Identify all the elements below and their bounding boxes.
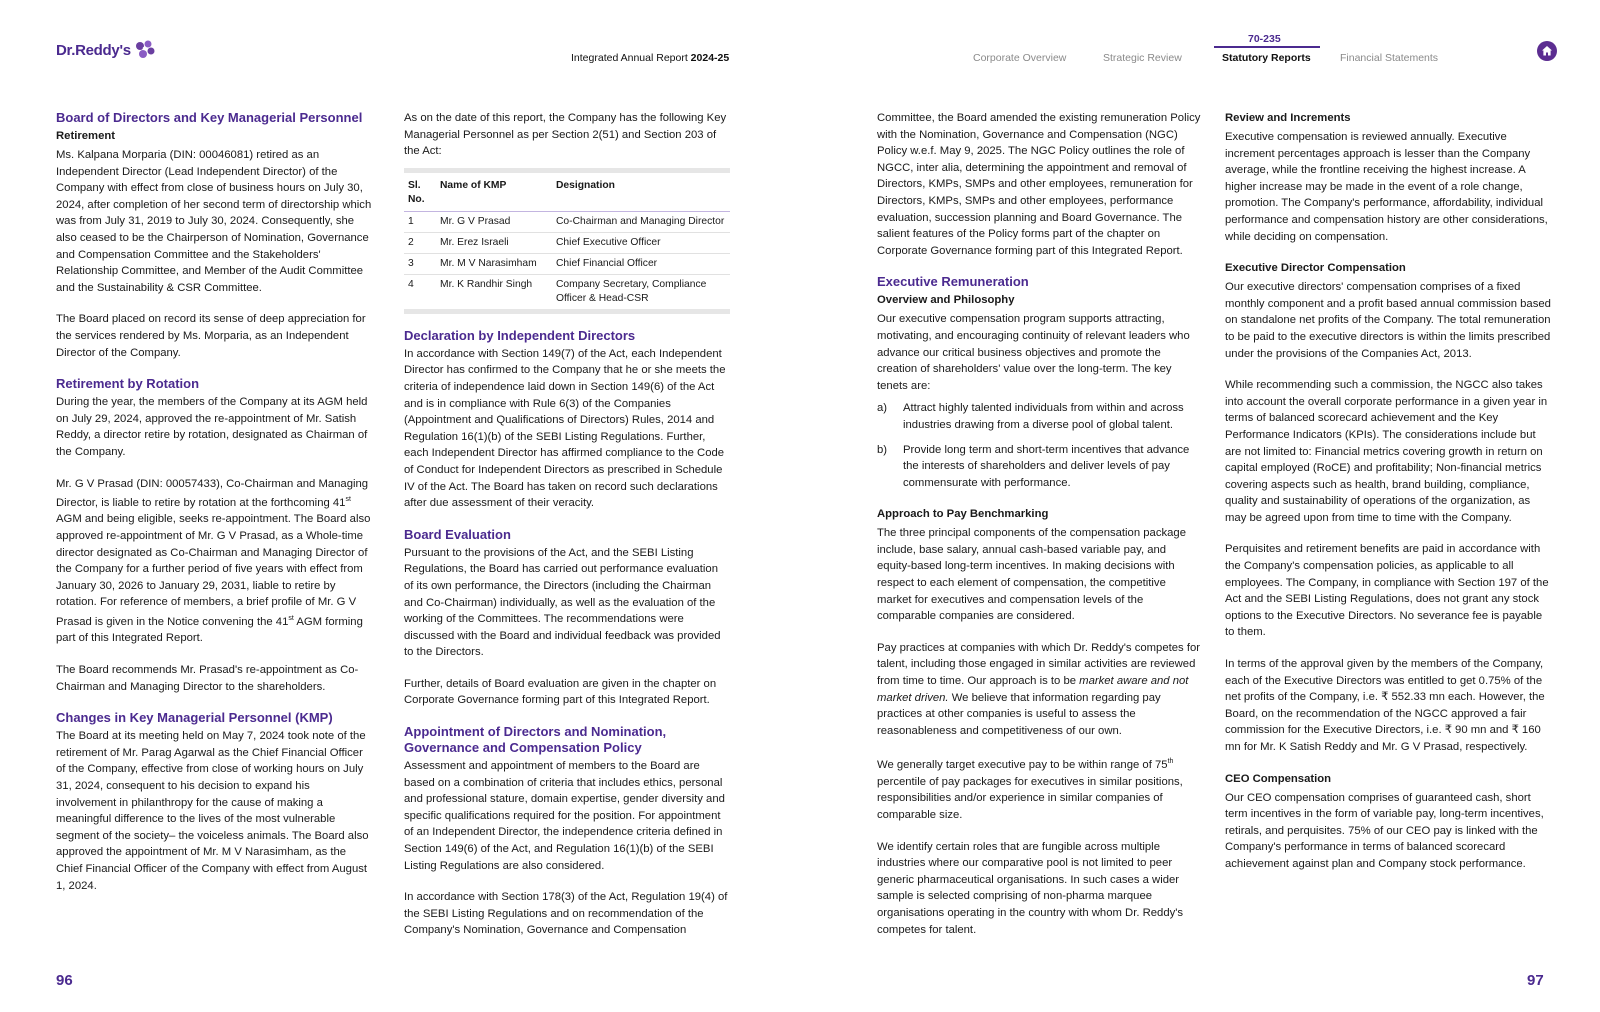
nav-financial-statements[interactable]: Financial Statements [1340, 52, 1439, 64]
text-run: AGM forming part of this Integrated Report. [56, 615, 363, 645]
paragraph: We identify certain roles that are fungible across multiple industries where our comparative pool is not limited to peer generic pharmaceutical organisations. In such cases a wider sample is selected comprising of non-pharma marquee organisations operating in the country with whom Dr. Reddy's competes for talent. [877, 840, 1184, 936]
table-cell: Mr. Erez Israeli [436, 232, 552, 253]
table-header-cell: Sl. No. [404, 173, 436, 212]
nav-corporate-overview[interactable]: Corporate Overview [973, 52, 1067, 64]
list-text: Provide long term and short-term incentives that advance the interests of shareholders and deliver levels of pay commensurate with performance. [903, 443, 1190, 489]
column-3 [877, 110, 1203, 953]
column-1 [56, 110, 372, 909]
paragraph [877, 640, 1203, 740]
table-bottom-bar [404, 309, 730, 314]
paragraph: The Board at its meeting held on May 7, 2024 took note of the retirement of Mr. Parag Agarwal as the Chief Financial Officer of the Company, effective from close of working hours on July 31, 2024, consequent to his decision to expand his involvement in philanthropy for the cause of making a meaningful difference to the lives of the most vulnerable segment of the society– the voiceless animals. The Board also approved the appointment of Mr. M V Narasimham, as the Chief Financial Officer of the Company with effect from August 1, 2024. [56, 730, 369, 892]
heading-declaration: Declaration by Independent Directors [404, 327, 636, 343]
paragraph: Executive compensation is reviewed annually. Executive increment percentages approach is lesser than the Company average, while the frontline receiving the highest increase. A higher increase may be made in the event of a role change, promotion. The Company's performance, affordability, individual performance and compensation history are other considerations, while deciding on compensation. [1225, 131, 1548, 243]
paragraph: Our executive directors' compensation comprises of a fixed monthly component and a profit based annual commission based on standalone net profits of the Company. The total remuneration to be paid to the executive directors is within the limits prescribed under the provisions of the Companies Act, 2013. [1225, 281, 1551, 360]
heading-board-evaluation: Board Evaluation [404, 526, 511, 542]
list-label: a) [877, 402, 888, 415]
paragraph: Committee, the Board amended the existing remuneration Policy with the Nomination, Governance and Compensation (NGC) Policy w.e.f. May 9, 2025. The NGC Policy outlines the role of NGCC, inter alia, determining the appointment and removal of Directors, KMPs, SMPs and other employees, remuneration for Directors, KMPs, SMPs and other employees, performance evaluation, succession planning and Board Governance. The salient features of the Policy forms part of the chapter on Corporate Governance forming part of this Integrated Report. [877, 112, 1201, 257]
list-label: b) [877, 443, 888, 456]
table-header-cell: Name of KMP [436, 173, 552, 212]
paragraph: The Board recommends Mr. Prasad's re-appointment as Co-Chairman and Managing Director to the shareholders. [56, 663, 359, 693]
heading-review-increments: Review and Increments [1225, 112, 1351, 124]
table-cell: Co-Chairman and Managing Director [552, 211, 730, 232]
paragraph: Ms. Kalpana Morparia (DIN: 00046081) retired as an Independent Director (Lead Independent Director) of the Company with effect from close of business hours on July 30, 2024, after completion of her second term of directorship which was from July 31, 2019 to July 30, 2024. Consequently, she also ceased to be the Chairperson of Nomination, Governance and Compensation Committee and the Stakeholders' Relationship Committee, and Member of the Audit Committee and the Sustainability & CSR Committee. [56, 149, 372, 294]
list-item [877, 400, 1203, 433]
table-cell: Chief Financial Officer [552, 253, 730, 274]
paragraph: Assessment and appointment of members to the Board are based on a combination of criteria that includes ethics, personal and professional stature, domain expertise, gender diversity and specific qualifications required for the position. For appointment of an Independent Director, the independence criteria defined in Section 149(6) of the Act, and Regulation 16(1)(b) of the SEBI Listing Regulations are also considered. [404, 760, 725, 872]
kmp-table [404, 173, 730, 309]
heading-executive-remuneration: Executive Remuneration [877, 274, 1029, 290]
page-number-left: 96 [56, 972, 73, 989]
home-icon [1541, 45, 1553, 57]
heading-retirement: Retirement [56, 130, 116, 142]
nav-page-range: 70-235 [1248, 33, 1281, 45]
paragraph: As on the date of this report, the Company has the following Key Managerial Personnel as per Section 2(51) and Section 203 of the Act: [404, 112, 727, 158]
paragraph: In terms of the approval given by the members of the Company, each of the Executive Directors was entitled to get 0.75% of the net profits of the Company, i.e. ₹ 552.33 mn each. However, the Board, on the recommendation of the NGCC approved a fair commission for the Executive Directors, i.e. ₹ 90 mn and ₹ 160 mn for Mr. K Satish Reddy and Mr. G V Prasad, respectively. [1225, 658, 1545, 753]
heading-ceo-compensation: CEO Compensation [1225, 772, 1332, 785]
table-cell: Company Secretary, Compliance Officer & Head-CSR [556, 278, 707, 304]
text-run: Pay practices at companies with which Dr. Reddy's competes for talent, including those engaged in similar activities are reviewed from time to time. Our approach is to be [877, 641, 1200, 688]
table-cell: Mr. M V Narasimham [436, 253, 552, 274]
paragraph: During the year, the members of the Company at its AGM held on July 29, 2024, approved the re-appointment of Mr. Satish Reddy, a director retire by rotation, designated as Chairman of the Company. [56, 396, 368, 458]
paragraph: Our executive compensation program supports attracting, motivating, and encouraging continuity of relevant leaders who advance our critical business objectives and promote the creation of shareholders' value over the long-term. The key tenets are: [877, 313, 1190, 392]
text-run: AGM and being eligible, seeks re-appointment. The Board also approved re-appointment of Mr. G V Prasad, as a Whole-time director designated as Co-Chairman and Managing Director of the Company for a further period of five years with effect from January 30, 2026 to January 29, 2031, liable to retire by rotation. For reference of members, a brief profile of Mr. G V Prasad is given in the Notice convening the 41 [56, 513, 371, 628]
nav-active-underline [1214, 46, 1320, 48]
heading-board-kmp: Board of Directors and Key Managerial Personnel [56, 110, 363, 125]
table-cell: 3 [404, 253, 436, 274]
superscript: th [1167, 758, 1174, 766]
table-cell: 2 [404, 232, 436, 253]
table-row [404, 274, 730, 309]
table-header-cell: Designation [552, 173, 730, 212]
report-title-year: 2024-25 [690, 52, 730, 64]
heading-overview: Overview and Philosophy [877, 294, 1015, 307]
heading-appointment: Appointment of Directors and Nomination, Governance and Compensation Policy [404, 724, 667, 756]
table-cell: Mr. K Randhir Singh [440, 278, 533, 290]
paragraph: The three principal components of the compensation package include, base salary, annual cash-based variable pay, and equity-based long-term incentives. In making decisions with respect to each element of compensation, the competitive market for executives and compensation levels of the comparable companies are considered. [877, 527, 1186, 623]
emphasis-text: market aware and not market driven. [877, 675, 1189, 704]
paragraph: The Board placed on record its sense of deep appreciation for the services rendered by Ms. Morparia, as an Independent Director of the Company. [56, 313, 366, 359]
list-item [877, 442, 1203, 492]
heading-pay-benchmarking: Approach to Pay Benchmarking [877, 508, 1049, 521]
heading-executive-director-compensation: Executive Director Compensation [1225, 262, 1406, 275]
paragraph: While recommending such a commission, the NGCC also takes into account the overall corporate performance in a given year in terms of balanced scorecard achievement and the Key Performance Indicators (KPIs). The considerations include but are not limited to: Financial metrics covering growth in return on capital employed (RoCE) and profitability; Non-financial metrics covering aspects such as health, brand building, compliance, quality and sustainability of operations of the organization, as may be agreed upon from time to time with the Company. [1225, 379, 1548, 524]
paragraph: Pursuant to the provisions of the Act, and the SEBI Listing Regulations, the Board has carried out performance evaluation of its own performance, the Directors (including the Chairman and Co-Chairman) individually, as well as the evaluation of the working of the Committees. The recommendations were discussed with the Board and individual feedback was provided to the Directors. [404, 546, 721, 659]
report-title-text: Integrated Annual Report [571, 52, 691, 64]
paragraph: Perquisites and retirement benefits are paid in accordance with the Company's compensation policies, as applicable to all employees. The Company, in compliance with Section 197 of the Act and the SEBI Listing Regulations, does not grant any stock options to the Executive Directors. No severance fee is payable to them. [1225, 543, 1549, 639]
table-cell: 4 [408, 278, 414, 290]
paragraph [56, 476, 372, 647]
table-row [404, 211, 730, 232]
table-header-row [404, 173, 730, 212]
table-row [404, 232, 730, 253]
home-button[interactable] [1537, 41, 1557, 61]
superscript: st [288, 615, 294, 623]
table-row [404, 253, 730, 274]
nav-strategic-review[interactable]: Strategic Review [1103, 52, 1182, 64]
list-text: Attract highly talented individuals from within and across industries drawing from a diverse pool of global talent. [903, 402, 1184, 431]
section-navigation [0, 52, 1600, 72]
table-cell: Chief Executive Officer [552, 232, 730, 253]
paragraph: In accordance with Section 149(7) of the Act, each Independent Director has confirmed to the Company that he or she meets the criteria of independence laid down in Section 149(6) of the Act and is in compliance with Rule 6(3) of the Companies (Appointment and Qualifications of Directors) Rules, 2014 and Regulation 16(1)(b) of the SEBI Listing Regulations. Further, each Independent Director has affirmed compliance to the Code of Conduct for Independent Directors as prescribed in Schedule IV of the Act. The Board has taken on record such declarations after due assessment of their veracity. [404, 347, 726, 510]
text-run: We generally target executive pay to be within range of 75 [877, 759, 1168, 772]
paragraph: Further, details of Board evaluation are given in the chapter on Corporate Governance forming part of this Integrated Report. [404, 677, 717, 707]
heading-retirement-by-rotation: Retirement by Rotation [56, 376, 200, 392]
text-run: Mr. G V Prasad (DIN: 00057433), Co-Chairman and Managing Director, is liable to retire by rotation at the forthcoming 41 [56, 477, 369, 509]
paragraph: In accordance with Section 178(3) of the Act, Regulation 19(4) of the SEBI Listing Regulations and on recommendation of the Company's Nomination, Governance and Compensation [404, 891, 728, 937]
page-number-right: 97 [1527, 972, 1544, 989]
text-run: percentile of pay packages for executives in similar positions, responsibilities and/or experience in similar companies of comparable size. [877, 775, 1183, 821]
table-cell: 1 [404, 211, 436, 232]
paragraph [877, 754, 1203, 823]
table-cell: Mr. G V Prasad [436, 211, 552, 232]
heading-changes-kmp: Changes in Key Managerial Personnel (KMP) [56, 710, 333, 726]
logo-text: Dr.Reddy's [56, 41, 131, 59]
text-run: We believe that information regarding pay practices at other companies is useful to assess the reasonableness and competitiveness of our own. [877, 691, 1161, 737]
column-4 [1225, 110, 1551, 888]
nav-statutory-reports[interactable]: Statutory Reports [1222, 52, 1311, 64]
column-2 [404, 110, 730, 954]
superscript: st [345, 496, 351, 504]
paragraph: Our CEO compensation comprises of guaranteed cash, short term incentives in the form of variable pay, long-term incentives, retirals, and perquisites. 75% of our CEO pay is linked with the Company's performance in terms of balanced scorecard achievement against plan and Company stock performance. [1225, 791, 1544, 870]
